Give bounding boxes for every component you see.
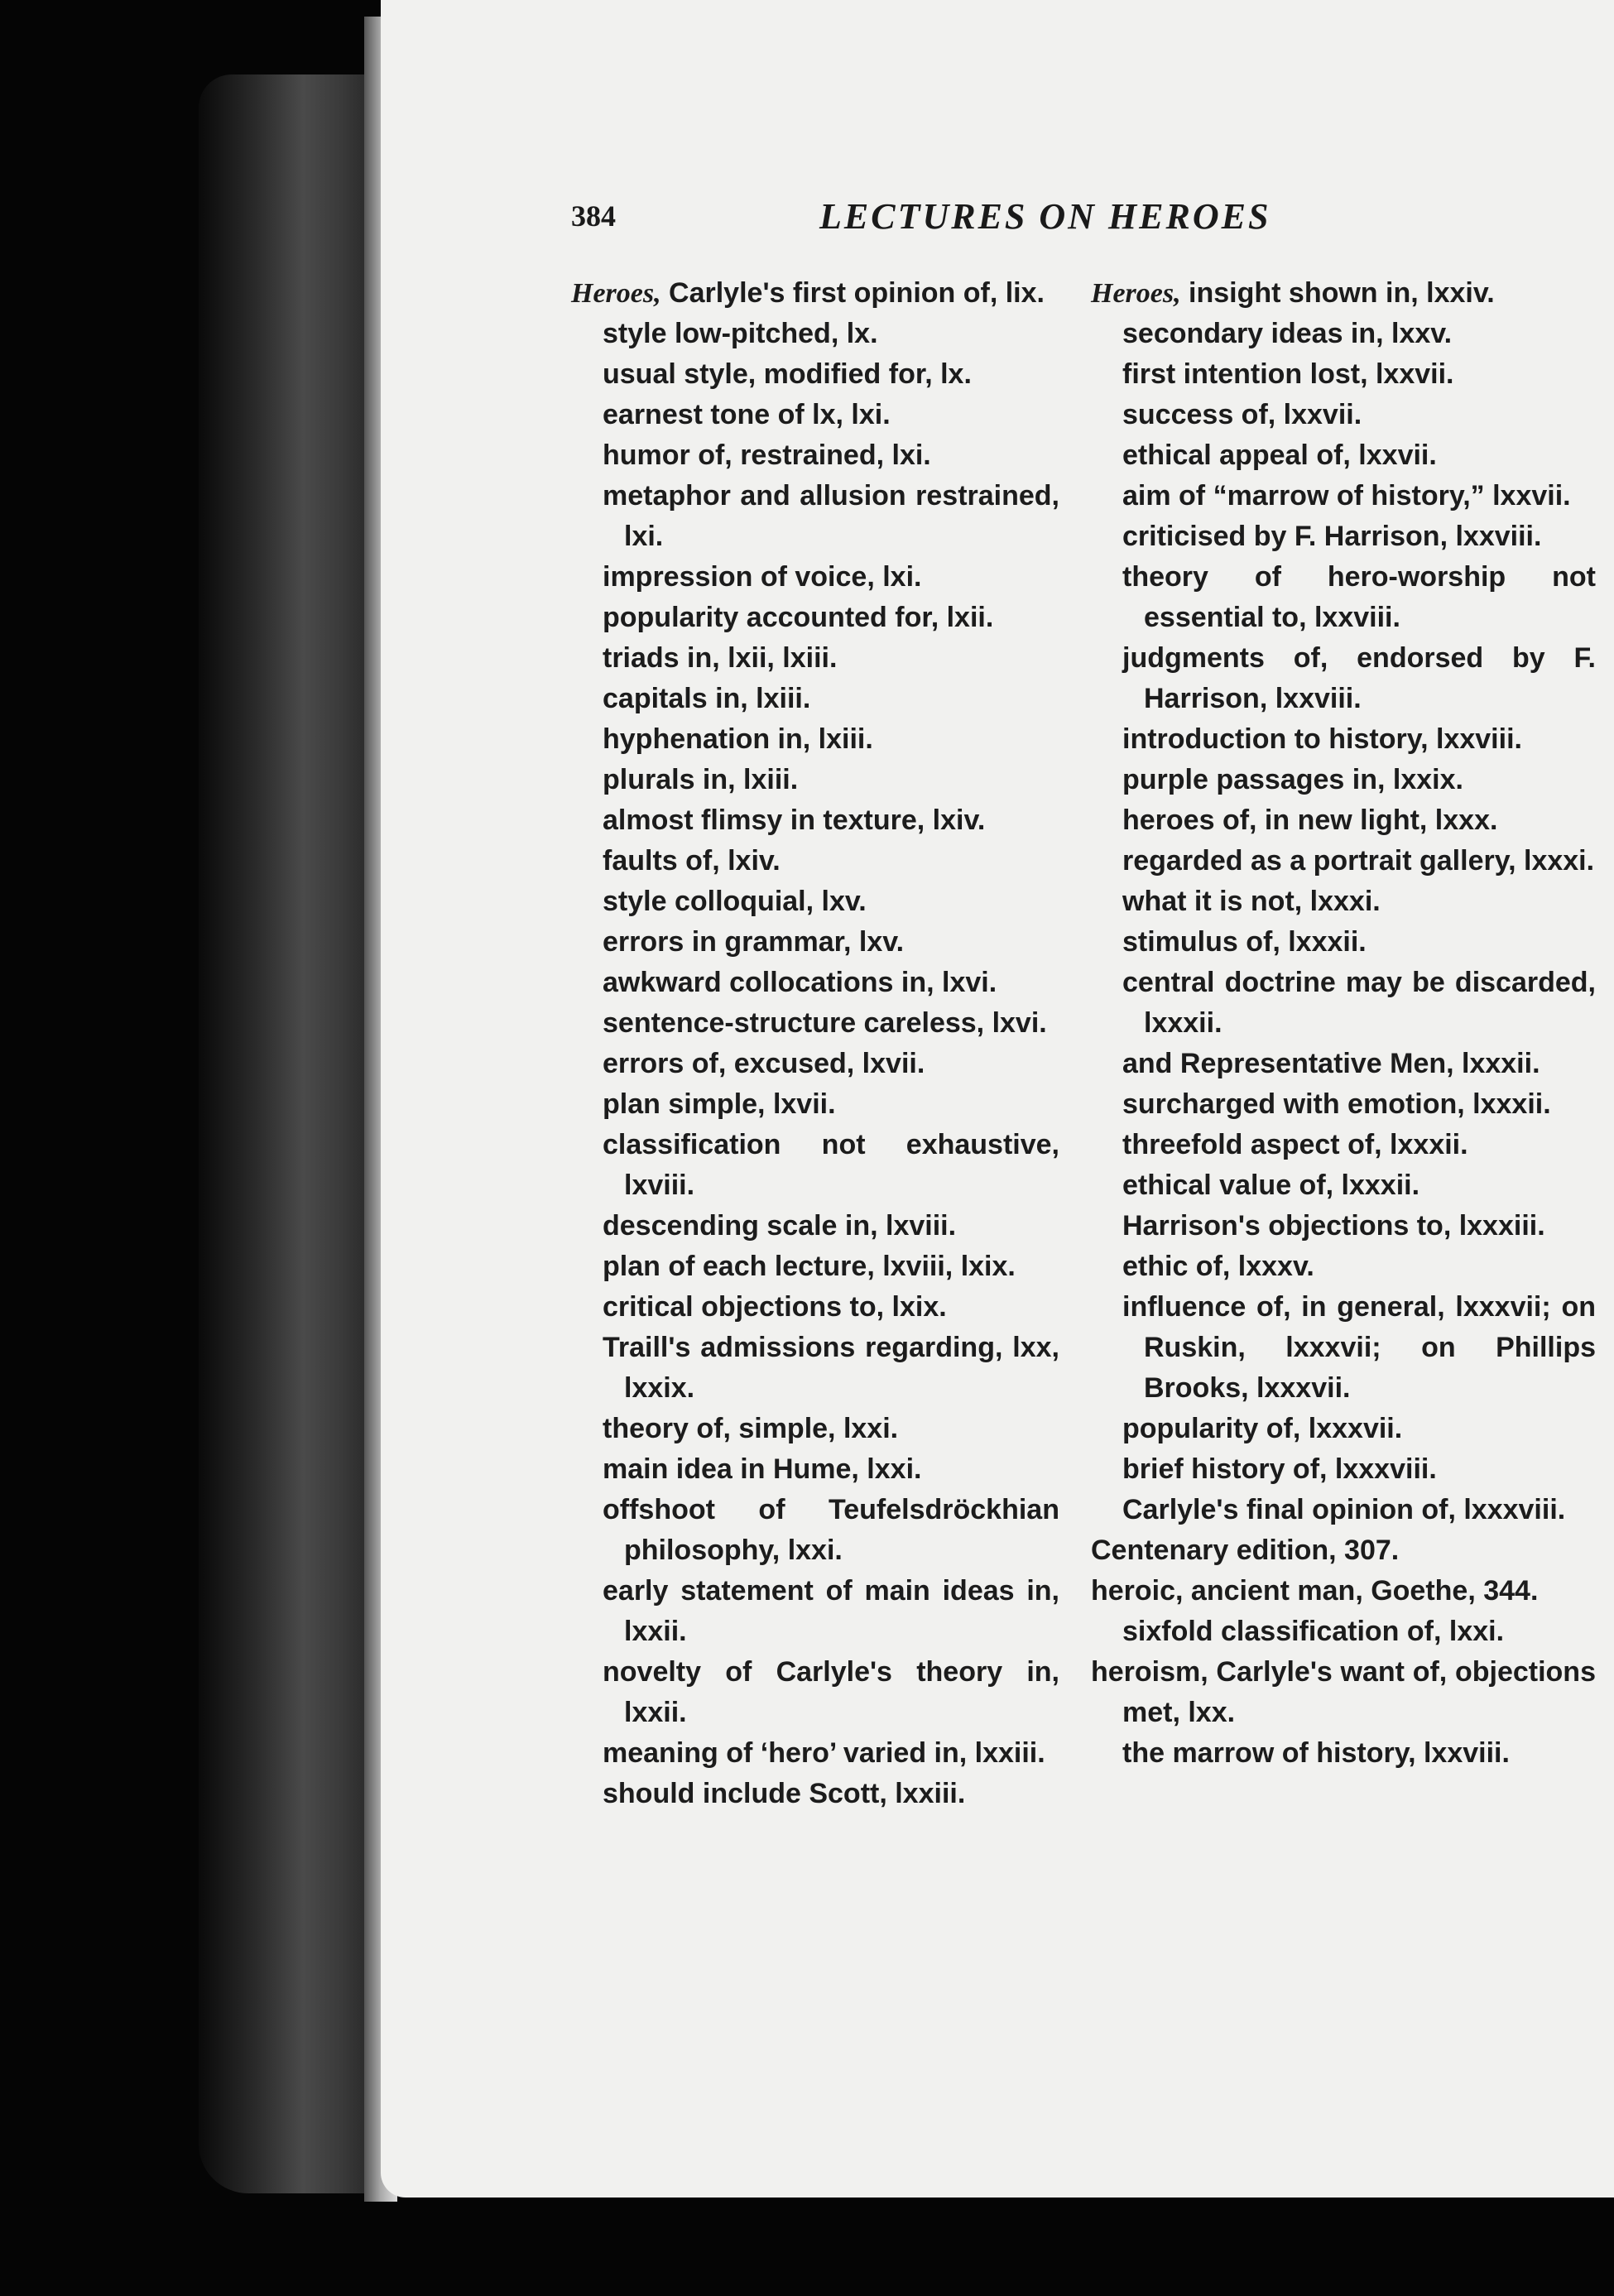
index-entry [571, 963, 1059, 1003]
index-entry-text: aim of “marrow of history,” lxxvii. [1122, 480, 1571, 512]
index-entry-text: central doctrine may be discarded, lxxxii. [1122, 967, 1596, 1039]
index-entry [571, 1287, 1059, 1328]
index-entry [571, 1652, 1059, 1733]
index-entry-text: plurals in, lxiii. [603, 764, 799, 795]
index-entry-text: introduction to history, lxxviii. [1122, 723, 1522, 755]
index-entry-text: awkward collocations in, lxvi. [603, 967, 997, 998]
index-entry-text: stimulus of, lxxxii. [1122, 926, 1367, 958]
index-entry [571, 1206, 1059, 1246]
index-entry [571, 800, 1059, 841]
index-entry-text: offshoot of Teufelsdröckhian philosophy, lxxi. [603, 1494, 1059, 1566]
index-entry-text: success of, lxxvii. [1122, 399, 1362, 430]
index-entry [1091, 841, 1596, 881]
running-head: LECTURES ON HEROES [819, 196, 1271, 237]
index-entry [1091, 435, 1596, 476]
index-entry [1091, 1409, 1596, 1449]
index-entry-text: style low-pitched, lx. [603, 318, 878, 349]
index-entry [571, 638, 1059, 679]
index-entry-text: and Representative Men, lxxxii. [1122, 1048, 1540, 1079]
index-entry [1091, 1246, 1596, 1287]
index-entry [1091, 1044, 1596, 1084]
index-entry-text: theory of, simple, lxxi. [603, 1413, 899, 1444]
index-entry [1091, 354, 1596, 395]
index-entry [571, 395, 1059, 435]
index-entry-text: ethical appeal of, lxxvii. [1122, 440, 1437, 471]
index-entry [571, 1409, 1059, 1449]
index-entry [1091, 719, 1596, 760]
index-entry-text: faults of, lxiv. [603, 845, 781, 877]
index-entry [571, 841, 1059, 881]
index-entry [571, 1003, 1059, 1044]
index-column-left [571, 273, 1059, 1814]
index-entry [1091, 1490, 1596, 1530]
index-entry-text: Harrison's objections to, lxxxiii. [1122, 1210, 1545, 1242]
index-entry-text: humor of, restrained, lxi. [603, 440, 931, 471]
index-entry [1091, 963, 1596, 1044]
index-entry-text: critical objections to, lxix. [603, 1291, 947, 1323]
index-entry [1091, 1571, 1596, 1612]
index-entry-text: first intention lost, lxxvii. [1122, 358, 1454, 390]
index-entry-text: almost flimsy in texture, lxiv. [603, 805, 986, 836]
index-entry [571, 1246, 1059, 1287]
index-entry-text: usual style, modified for, lx. [603, 358, 972, 390]
index-entry-text: main idea in Hume, lxxi. [603, 1453, 922, 1485]
index-entry-text: popularity of, lxxxvii. [1122, 1413, 1403, 1444]
index-entry [571, 1328, 1059, 1409]
index-entry-text: style colloquial, lxv. [603, 886, 867, 917]
index-entry [1091, 638, 1596, 719]
index-entry [1091, 1165, 1596, 1206]
index-entry [571, 557, 1059, 598]
page-number: 384 [571, 199, 616, 233]
index-entry [571, 435, 1059, 476]
index-entry [1091, 881, 1596, 922]
index-entry-text: plan of each lecture, lxviii, lxix. [603, 1251, 1016, 1282]
index-entry-text: earnest tone of lx, lxi. [603, 399, 891, 430]
index-entry [1091, 476, 1596, 516]
index-entry [1091, 1287, 1596, 1409]
index-entry [571, 314, 1059, 354]
index-entry-text: criticised by F. Harrison, lxxviii. [1122, 521, 1542, 552]
index-entry-text: plan simple, lxvii. [603, 1088, 836, 1120]
index-entry-text: classification not exhaustive, lxviii. [603, 1129, 1059, 1201]
index-entry [571, 1571, 1059, 1652]
index-entry [1091, 1449, 1596, 1490]
index-entry [1091, 800, 1596, 841]
index-entry [1091, 1612, 1596, 1652]
index-entry [571, 598, 1059, 638]
index-entry [1091, 1530, 1596, 1571]
index-entry-heading: Heroes, [1091, 278, 1181, 309]
index-entry-text: meaning of ‘hero’ varied in, lxxiii. [603, 1737, 1045, 1769]
index-entry [1091, 273, 1596, 314]
index-entry-text: judgments of, endorsed by F. Harrison, lxxviii. [1122, 642, 1596, 714]
index-entry [571, 354, 1059, 395]
index-entry [571, 922, 1059, 963]
index-entry-text: influence of, in general, lxxxvii; on Ruskin, lxxxvii; on Phillips Brooks, lxxxvii. [1122, 1291, 1596, 1404]
index-entry-text: Carlyle's final opinion of, lxxxviii. [1122, 1494, 1566, 1525]
index-entry [1091, 760, 1596, 800]
index-entry [571, 1044, 1059, 1084]
index-entry [1091, 557, 1596, 638]
index-entry-text: impression of voice, lxi. [603, 561, 922, 593]
index-entry-text: brief history of, lxxxviii. [1122, 1453, 1437, 1485]
index-entry-text: regarded as a portrait gallery, lxxxi. [1122, 845, 1595, 877]
index-entry-text: should include Scott, lxxiii. [603, 1778, 966, 1809]
index-entry-text: theory of hero-worship not essential to, lxxviii. [1122, 561, 1596, 633]
index-entry-text: early statement of main ideas in, lxxii. [603, 1575, 1059, 1647]
index-entry-text: errors of, excused, lxvii. [603, 1048, 925, 1079]
index-entry [571, 1733, 1059, 1774]
index-entry [571, 679, 1059, 719]
index-entry [1091, 922, 1596, 963]
index-entry-text: Carlyle's first opinion of, lix. [660, 277, 1045, 309]
index-entry [1091, 1125, 1596, 1165]
index-entry [571, 273, 1059, 314]
index-entry-text: insight shown in, lxxiv. [1180, 277, 1495, 309]
index-entry-text: Traill's admissions regarding, lxx, lxxix. [603, 1332, 1059, 1404]
index-entry-heading: Heroes, [571, 278, 661, 309]
index-entry-text: purple passages in, lxxix. [1122, 764, 1463, 795]
index-entry [571, 1449, 1059, 1490]
index-entry-text: triads in, lxii, lxiii. [603, 642, 838, 674]
index-entry [571, 719, 1059, 760]
index-entry [1091, 1652, 1596, 1733]
index-entry [571, 1084, 1059, 1125]
index-entry-text: surcharged with emotion, lxxxii. [1122, 1088, 1551, 1120]
index-entry [571, 760, 1059, 800]
index-entry [571, 476, 1059, 557]
index-entry-text: the marrow of history, lxxviii. [1122, 1737, 1510, 1769]
index-entry-text: hyphenation in, lxiii. [603, 723, 873, 755]
index-entry [571, 1125, 1059, 1206]
index-entry-text: metaphor and allusion restrained, lxi. [603, 480, 1059, 552]
index-entry-text: descending scale in, lxviii. [603, 1210, 957, 1242]
index-entry-text: heroic, ancient man, Goethe, 344. [1091, 1575, 1539, 1607]
index-entry [1091, 1084, 1596, 1125]
index-entry [1091, 516, 1596, 557]
index-entry-text: heroism, Carlyle's want of, objections met, lxx. [1091, 1656, 1596, 1728]
index-entry [571, 881, 1059, 922]
index-entry-text: heroes of, in new light, lxxx. [1122, 805, 1498, 836]
index-entry-text: threefold aspect of, lxxxii. [1122, 1129, 1468, 1160]
index-entry-text: secondary ideas in, lxxv. [1122, 318, 1453, 349]
index-entry [571, 1774, 1059, 1814]
index-entry-text: errors in grammar, lxv. [603, 926, 905, 958]
index-entry-text: sentence-structure careless, lxvi. [603, 1007, 1047, 1039]
index-entry-text: sixfold classification of, lxxi. [1122, 1616, 1505, 1647]
index-entry-text: ethic of, lxxxv. [1122, 1251, 1314, 1282]
index-entry [1091, 395, 1596, 435]
index-entry-text: novelty of Carlyle's theory in, lxxii. [603, 1656, 1059, 1728]
book-spine [199, 74, 389, 2193]
index-entry-text: ethical value of, lxxxii. [1122, 1170, 1420, 1201]
index-entry-text: capitals in, lxiii. [603, 683, 811, 714]
index-column-right [1091, 273, 1596, 1774]
index-entry [1091, 314, 1596, 354]
index-entry-text: Centenary edition, 307. [1091, 1535, 1400, 1566]
index-entry-text: what it is not, lxxxi. [1122, 886, 1381, 917]
index-entry [571, 1490, 1059, 1571]
index-entry-text: popularity accounted for, lxii. [603, 602, 994, 633]
index-entry [1091, 1733, 1596, 1774]
index-entry [1091, 1206, 1596, 1246]
